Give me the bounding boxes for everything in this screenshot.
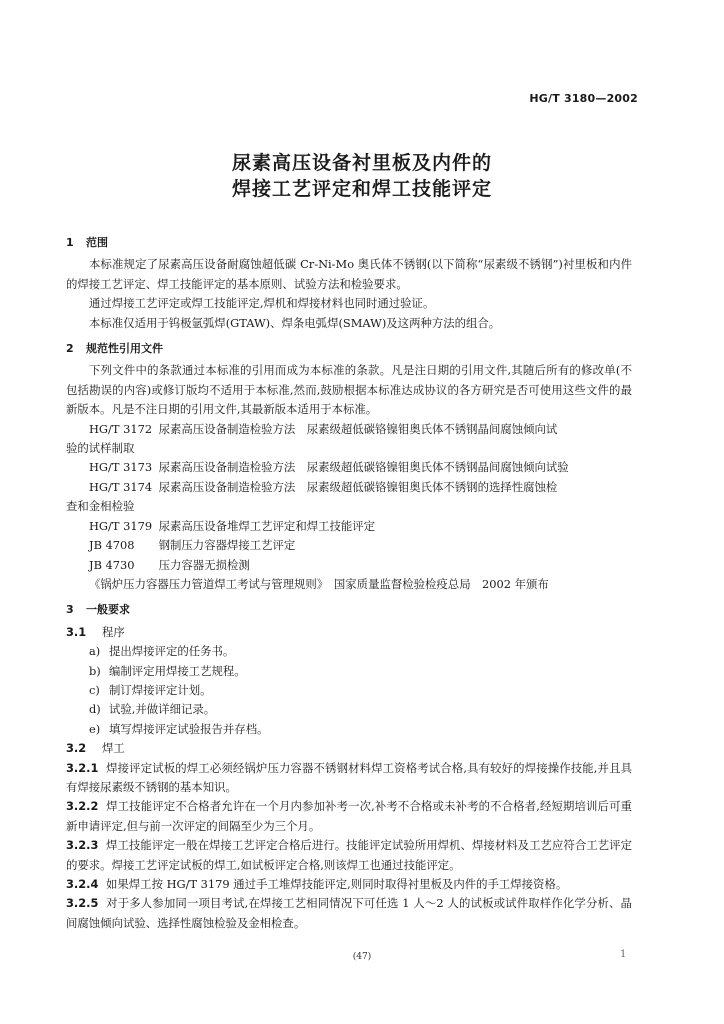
section-title: 规范性引用文件	[86, 342, 163, 356]
section-number: 2	[66, 342, 74, 356]
reference-item	[66, 517, 632, 536]
subsection-number: 3.1	[66, 624, 87, 639]
clause-text: 对于多人参加同一项目考试,在焊接工艺相同情况下可任选 1 人～2 人的试板或试件取样作化学分析、晶间腐蚀倾向试验、选择性腐蚀检验及金相检查。	[66, 896, 632, 930]
clause	[66, 759, 632, 798]
reference-text: 尿素高压设备制造检验方法 尿素级超低碳铬镍钼奥氏体不锈钢的选择性腐蚀检	[158, 479, 558, 494]
reference-item	[66, 556, 632, 575]
reference-code: JB 4708	[89, 538, 135, 553]
clause	[66, 875, 632, 894]
list-label: a)	[89, 644, 101, 659]
subsection-title: 程序	[102, 624, 125, 639]
section-number: 1	[66, 236, 74, 249]
list-text: 编制评定用焊接工艺规程。	[109, 663, 246, 678]
reference-item	[66, 458, 632, 477]
subsection-3-1-heading	[66, 623, 632, 642]
page-mark: 1	[620, 949, 627, 960]
clause-number: 3.2.4	[66, 877, 99, 891]
list-label: e)	[89, 721, 101, 736]
reference-text: 钢制压力容器焊接工艺评定	[158, 538, 296, 553]
reference-continuation: 查和金相检验	[66, 499, 135, 514]
list-item	[66, 642, 632, 661]
clause-number: 3.2.2	[66, 799, 99, 814]
reference-continuation: 验的试样制取	[66, 441, 135, 456]
section-number: 3	[66, 603, 74, 617]
reference-text: 压力容器无损检测	[158, 557, 250, 572]
subsection-3-2-heading	[66, 739, 632, 758]
title-line-2: 焊接工艺评定和焊工技能评定	[231, 178, 492, 200]
clause-text: 焊工技能评定一般在焊接工艺评定合格后进行。技能评定试验所用焊机、焊接材料及工艺应符合工艺评定的要求。焊接工艺评定试板的焊工,如试板评定合格,则该焊工也通过技能评定。	[66, 838, 632, 872]
reference-text: 尿素高压设备堆焊工艺评定和焊工技能评定	[158, 518, 376, 533]
clause	[66, 797, 632, 836]
list-item	[66, 662, 632, 681]
reference-code: JB 4730	[89, 557, 135, 572]
paragraph: 通过焊接工艺评定或焊工技能评定,焊机和焊接材料也同时通过验证。	[89, 296, 435, 311]
clause-text: 焊工技能评定不合格者允许在一个月内参加补考一次,补考不合格或未补考的不合格者,经短期培训后可重新申请评定,但与前一次评定的间隔至少为三个月。	[66, 799, 632, 833]
clause	[66, 836, 632, 875]
page-number: (47)	[352, 952, 372, 962]
section-title: 范围	[86, 236, 108, 249]
list-label: b)	[89, 663, 101, 678]
clause-number: 3.2.1	[66, 760, 99, 775]
clause-text: 如果焊工按 HG/T 3179 通过手工堆焊技能评定,则同时取得衬里板及内件的手工焊接资格。	[106, 877, 568, 891]
list-label: d)	[89, 702, 101, 717]
document-title	[0, 150, 724, 202]
reference-item	[66, 478, 632, 497]
reference-item	[66, 420, 632, 439]
paragraph: 本标准仅适用于钨极氩弧焊(GTAW)、焊条电弧焊(SMAW)及这两种方法的组合。	[89, 315, 501, 330]
document-body	[66, 233, 632, 933]
section-title: 一般要求	[86, 603, 130, 617]
list-text: 填写焊接评定试验报告并存档。	[109, 721, 269, 736]
reference-code: HG/T 3172	[89, 421, 153, 436]
reference-code: HG/T 3174	[89, 479, 153, 494]
subsection-number: 3.2	[66, 741, 87, 756]
list-item	[66, 720, 632, 739]
list-text: 试验,并做详细记录。	[109, 702, 216, 717]
section-1-heading	[66, 233, 632, 252]
list-text: 提出焊接评定的任务书。	[109, 644, 235, 659]
title-line-1: 尿素高压设备衬里板及内件的	[231, 152, 492, 174]
clause	[66, 894, 632, 933]
section-3-heading	[66, 600, 632, 619]
list-label: c)	[89, 682, 100, 697]
reference-code: HG/T 3179	[89, 518, 153, 533]
list-item	[66, 681, 632, 700]
list-text: 制订焊接评定计划。	[109, 682, 212, 697]
standard-number: HG/T 3180—2002	[529, 92, 638, 105]
reference-text: 尿素高压设备制造检验方法 尿素级超低碳铬镍钼奥氏体不锈钢晶间腐蚀倾向试	[158, 421, 558, 436]
subsection-title: 焊工	[102, 741, 125, 756]
paragraph: 本标准规定了尿素高压设备耐腐蚀超低碳 Cr-Ni-Mo 奥氏体不锈钢(以下简称“尿素级不锈钢”)衬里板和内件的焊接工艺评定、焊工技能评定的基本原则、试验方法和检验要求。	[66, 257, 632, 291]
clause-text: 焊接评定试板的焊工必须经锅炉压力容器不锈钢材料焊工资格考试合格,具有较好的焊接操作技能,并且具有焊接尿素级不锈钢的基本知识。	[66, 760, 632, 794]
paragraph: 下列文件中的条款通过本标准的引用而成为本标准的条款。凡是注日期的引用文件,其随后所有的修改单(不包括勘误的内容)或修订版均不适用于本标准,然而,鼓励根据本标准达成协议的各方研究是否可使用这些文件的最新版本。凡是不注日期的引用文件,其最新版本适用于本标准。	[66, 363, 632, 417]
list-item	[66, 700, 632, 719]
reference-item: 《锅炉压力容器压力管道焊工考试与管理规则》 国家质量监督检验检疫总局 2002 年颁布	[89, 576, 549, 591]
section-2-heading	[66, 339, 632, 358]
reference-code: HG/T 3173	[89, 460, 153, 475]
reference-item	[66, 536, 632, 555]
clause-number: 3.2.5	[66, 896, 99, 911]
reference-text: 尿素高压设备制造检验方法 尿素级超低碳铬镍钼奥氏体不锈钢晶间腐蚀倾向试验	[158, 460, 569, 475]
clause-number: 3.2.3	[66, 838, 99, 853]
